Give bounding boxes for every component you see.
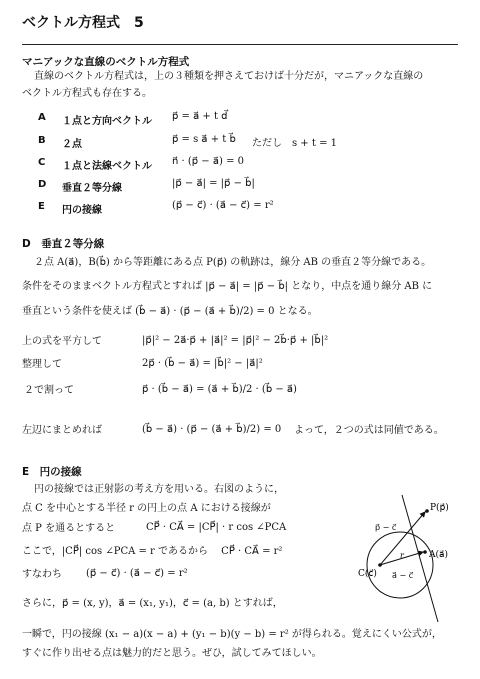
item-b-note: ただし s + t = 1 bbox=[252, 138, 337, 149]
section1-heading: マニアックな直線のベクトル方程式 bbox=[22, 56, 190, 68]
item-d-name: 垂直２等分線 bbox=[62, 183, 122, 194]
sectionE-line5-label: すなわち bbox=[22, 569, 62, 580]
sectionD-line1: ２点 A(a⃗)，B(b⃗) から等距離にある点 P(p⃗) の軌跡は，線分 AB の垂直２等分線である。 bbox=[34, 257, 432, 268]
section1-intro-line2: ベクトル方程式も存在する。 bbox=[22, 88, 152, 99]
item-a-formula: p⃗ = a⃗ + t d⃗ bbox=[172, 111, 228, 122]
label-r: r bbox=[400, 551, 404, 560]
sectionD-line3: 垂直という条件を使えば (b⃗ − a⃗) · (p⃗ − (a⃗ + b⃗)/2) = 0 となる。 bbox=[22, 306, 318, 317]
sectionE-line3-label: 点 P を通るとすると bbox=[22, 523, 116, 534]
page-title: ベクトル方程式 5 bbox=[22, 15, 144, 31]
step3-label: ２で割って bbox=[24, 385, 74, 396]
label-p: P(p⃗) bbox=[430, 503, 449, 513]
sectionE-line6: さらに，p⃗ = (x, y)，a⃗ = (x₁, y₁)，c⃗ = (a, b) とすれば， bbox=[22, 598, 283, 609]
step4-label: 左辺にまとめれば bbox=[22, 425, 102, 436]
sectionE-line3-equation: CP⃗ · CA⃗ = |CP⃗| · r cos ∠PCA bbox=[146, 522, 287, 533]
sectionD-conclusion: よって，２つの式は同値である。 bbox=[294, 425, 444, 436]
item-c-letter: C bbox=[38, 157, 46, 168]
item-e-letter: E bbox=[38, 201, 45, 212]
item-b-formula: p⃗ = s a⃗ + t b⃗ bbox=[172, 134, 236, 145]
item-d-letter: D bbox=[38, 179, 47, 190]
item-e-formula: (p⃗ − c⃗) · (a⃗ − c⃗) = r² bbox=[172, 200, 274, 211]
sectionE-line5-equation: (p⃗ − c⃗) · (a⃗ − c⃗) = r² bbox=[86, 568, 188, 579]
section1-intro-line1: 直線のベクトル方程式は，上の３種類を押さえておけば十分だが，マニアックな直線の bbox=[34, 71, 424, 82]
item-b-name: ２点 bbox=[62, 139, 82, 150]
item-b-letter: B bbox=[38, 135, 46, 146]
label-p-minus-c: p⃗ − c⃗ bbox=[375, 523, 397, 532]
step1-label: 上の式を平方して bbox=[22, 336, 102, 347]
sectionE-line7: 一瞬で，円の接線 (x₁ − a)(x − a) + (y₁ − b)(y − b) = r² が得られる。覚えにくい公式が， bbox=[22, 629, 442, 640]
label-c: C(c⃗) bbox=[358, 569, 377, 579]
point-c-dot bbox=[378, 563, 382, 567]
point-p-dot bbox=[425, 509, 429, 513]
tangent-circle-figure bbox=[350, 490, 460, 625]
step1-equation: |p⃗|² − 2a⃗·p⃗ + |a⃗|² = |p⃗|² − 2b⃗·p⃗ + |b⃗|² bbox=[142, 335, 329, 346]
step3-equation: p⃗ · (b⃗ − a⃗) = (a⃗ + b⃗)/2 · (b⃗ − a⃗) bbox=[142, 384, 297, 395]
step2-label: 整理して bbox=[22, 359, 62, 370]
item-e-name: 円の接線 bbox=[62, 205, 102, 216]
sectionE-line4: ここで，|CP⃗| cos ∠PCA = r であるから CP⃗ · CA⃗ = r² bbox=[22, 546, 283, 557]
step4-equation: (b⃗ − a⃗) · (p⃗ − (a⃗ + b⃗)/2) = 0 bbox=[142, 424, 282, 435]
item-c-name: １点と法線ベクトル bbox=[62, 161, 152, 172]
sectionE-line1: 円の接線では正射影の考え方を用いる。右図のように， bbox=[34, 484, 284, 495]
sectionE-line2: 点 C を中心とする半径 r の円上の点 A における接線が bbox=[22, 503, 271, 514]
item-c-formula: n⃗ · (p⃗ − a⃗) = 0 bbox=[172, 156, 244, 167]
title-rule bbox=[22, 44, 458, 45]
sectionD-heading: D 垂直２等分線 bbox=[22, 238, 105, 250]
label-a-minus-c: a⃗ − c⃗ bbox=[392, 571, 414, 580]
item-d-formula: |p⃗ − a⃗| = |p⃗ − b⃗| bbox=[172, 178, 255, 189]
step2-equation: 2p⃗ · (b⃗ − a⃗) = |b⃗|² − |a⃗|² bbox=[142, 358, 263, 369]
sectionD-line2: 条件をそのままベクトル方程式とすれば |p⃗ − a⃗| = |p⃗ − b⃗| となり，中点を通り線分 AB に bbox=[22, 281, 433, 292]
item-a-letter: A bbox=[38, 112, 46, 123]
label-a: A(a⃗) bbox=[429, 550, 449, 560]
point-a-dot bbox=[423, 550, 427, 554]
sectionE-line8: すぐに作り出せる点は魅力的だと思う。ぜひ，試してみてほしい。 bbox=[22, 648, 322, 659]
sectionE-heading: E 円の接線 bbox=[22, 466, 82, 478]
item-a-name: １点と方向ベクトル bbox=[62, 116, 152, 127]
